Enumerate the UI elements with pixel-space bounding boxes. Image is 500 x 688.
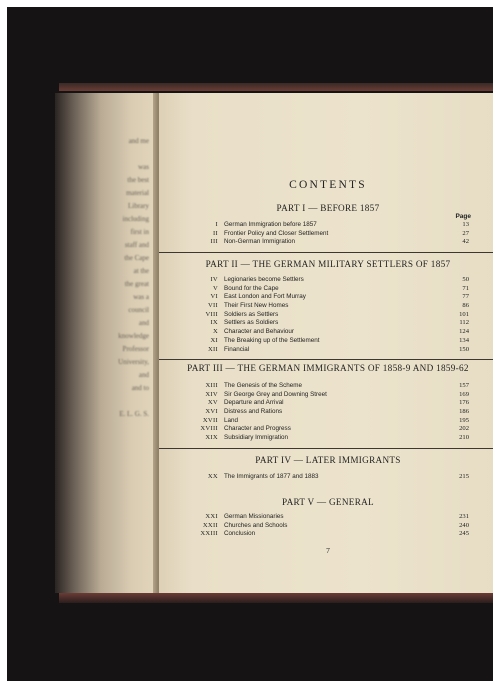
chapter-page: 101 bbox=[459, 310, 469, 318]
chapter-row bbox=[159, 337, 493, 346]
chapter-page: 210 bbox=[459, 434, 469, 442]
chapter-number: XIX bbox=[205, 434, 218, 442]
chapter-row bbox=[159, 230, 493, 239]
chapter-title: Financial bbox=[224, 345, 250, 353]
chapter-number: XI bbox=[210, 336, 218, 344]
chapter-title: Character and Behaviour bbox=[224, 328, 295, 336]
chapter-row bbox=[159, 346, 493, 355]
chapter-title: The Breaking up of the Settlement bbox=[224, 336, 320, 344]
chapter-page: 202 bbox=[459, 425, 469, 433]
chapter-row bbox=[159, 391, 493, 400]
chapter-title: The Genesis of the Scheme bbox=[224, 382, 303, 389]
part-2-chapters bbox=[159, 276, 493, 354]
chapter-row bbox=[159, 530, 493, 539]
chapter-row bbox=[159, 285, 493, 294]
book-cover-bottom-edge bbox=[59, 593, 493, 603]
chapter-number: XXII bbox=[202, 521, 218, 529]
chapter-title: Frontier Policy and Closer Settlement bbox=[224, 229, 329, 237]
chapter-number: XX bbox=[207, 473, 218, 480]
part-heading: PART II — THE GERMAN MILITARY SETTLERS OF 1857 bbox=[205, 259, 451, 269]
chapter-number: IV bbox=[210, 276, 218, 283]
chapter-page: 13 bbox=[462, 221, 469, 228]
chapter-title: Settlers as Soldiers bbox=[224, 319, 279, 327]
left-page-text: and me was the best material Library including first in staff and the Cape at the the great was a council and knowledge Professor University, and and to E. L. G. S. bbox=[118, 137, 149, 418]
chapter-number: XXI bbox=[205, 513, 218, 520]
chapter-title: Soldiers as Settlers bbox=[224, 310, 279, 318]
chapter-row bbox=[159, 434, 493, 443]
chapter-row bbox=[159, 522, 493, 531]
part-heading: PART I — BEFORE 1857 bbox=[276, 203, 380, 213]
chapter-number: XVIII bbox=[200, 425, 218, 433]
chapter-row bbox=[159, 293, 493, 302]
chapter-row bbox=[159, 382, 493, 391]
chapter-number: X bbox=[212, 328, 218, 336]
chapter-row bbox=[159, 311, 493, 320]
chapter-page: 231 bbox=[459, 513, 469, 520]
chapter-number: IX bbox=[210, 319, 218, 327]
chapter-row bbox=[159, 399, 493, 408]
chapter-title: Land bbox=[224, 416, 239, 424]
chapter-page: 86 bbox=[462, 302, 469, 310]
part-5-chapters bbox=[159, 513, 493, 539]
chapter-title: Character and Progress bbox=[224, 425, 291, 433]
chapter-row bbox=[159, 513, 493, 522]
chapter-page: 77 bbox=[462, 293, 469, 301]
chapter-number: XXIII bbox=[200, 530, 218, 538]
chapter-number: II bbox=[213, 229, 218, 237]
chapter-number: XII bbox=[207, 345, 218, 353]
chapter-number: XIV bbox=[205, 390, 218, 398]
chapter-page: 245 bbox=[459, 530, 469, 538]
chapter-number: XIII bbox=[205, 382, 218, 389]
chapter-row bbox=[159, 473, 493, 482]
chapter-number: V bbox=[212, 284, 218, 292]
left-page-blurred bbox=[55, 93, 157, 593]
chapter-title: The Immigrants of 1877 and 1883 bbox=[224, 473, 319, 480]
section-divider bbox=[159, 359, 493, 360]
chapter-row bbox=[159, 328, 493, 337]
chapter-title: German Immigration before 1857 bbox=[224, 221, 317, 228]
chapter-page: 157 bbox=[459, 382, 469, 389]
chapter-page: 112 bbox=[459, 319, 469, 327]
chapter-title: Their First New Homes bbox=[224, 302, 289, 310]
page-title: CONTENTS bbox=[289, 179, 367, 191]
part-heading: PART III — THE GERMAN IMMIGRANTS OF 1858-9 AND 1859-62 bbox=[187, 363, 469, 373]
chapter-title: Subsidiary Immigration bbox=[224, 434, 289, 442]
chapter-page: 27 bbox=[462, 229, 469, 237]
part-1-chapters bbox=[159, 221, 493, 247]
chapter-page: 124 bbox=[459, 328, 469, 336]
chapter-page: 176 bbox=[459, 399, 469, 407]
chapter-row bbox=[159, 276, 493, 285]
chapter-row bbox=[159, 408, 493, 417]
chapter-number: XVI bbox=[205, 408, 218, 416]
chapter-page: 240 bbox=[459, 521, 469, 529]
chapter-row bbox=[159, 417, 493, 426]
part-heading: PART IV — LATER IMMIGRANTS bbox=[255, 455, 401, 465]
chapter-row bbox=[159, 302, 493, 311]
chapter-row bbox=[159, 319, 493, 328]
section-divider bbox=[159, 448, 493, 449]
chapter-title: Non-German Immigration bbox=[224, 238, 296, 246]
chapter-page: 71 bbox=[462, 284, 469, 292]
page-number: 7 bbox=[326, 546, 330, 555]
part-3-chapters bbox=[159, 382, 493, 443]
chapter-number: I bbox=[215, 221, 218, 228]
chapter-title: Churches and Schools bbox=[224, 521, 288, 529]
part-heading: PART V — GENERAL bbox=[282, 497, 374, 507]
chapter-page: 215 bbox=[459, 473, 469, 480]
photo-background bbox=[7, 7, 493, 681]
chapter-title: Sir George Grey and Downing Street bbox=[224, 390, 327, 398]
chapter-page: 150 bbox=[459, 345, 469, 353]
chapter-row bbox=[159, 221, 493, 230]
chapter-number: XVII bbox=[202, 416, 218, 424]
chapter-number: VIII bbox=[205, 310, 218, 318]
chapter-title: Bound for the Cape bbox=[224, 284, 279, 292]
chapter-page: 186 bbox=[459, 408, 469, 416]
chapter-number: XV bbox=[207, 399, 218, 407]
page-column-header: Page bbox=[455, 213, 471, 220]
section-divider bbox=[159, 252, 493, 253]
chapter-page: 169 bbox=[459, 390, 469, 398]
chapter-title: German Missionaries bbox=[224, 513, 284, 520]
chapter-title: Conclusion bbox=[224, 530, 256, 538]
chapter-title: Departure and Arrival bbox=[224, 399, 284, 407]
chapter-page: 42 bbox=[462, 238, 469, 246]
chapter-page: 50 bbox=[462, 276, 469, 283]
chapter-number: VI bbox=[210, 293, 218, 301]
contents-page bbox=[159, 93, 493, 595]
chapter-page: 195 bbox=[459, 416, 469, 424]
part-4-chapters bbox=[159, 473, 493, 482]
chapter-number: VII bbox=[207, 302, 218, 310]
chapter-title: Distress and Rations bbox=[224, 408, 283, 416]
chapter-title: East London and Fort Murray bbox=[224, 293, 306, 301]
book-cover-top-edge bbox=[59, 83, 493, 91]
chapter-number: III bbox=[210, 238, 218, 246]
chapter-title: Legionaries become Settlers bbox=[224, 276, 304, 283]
chapter-row bbox=[159, 425, 493, 434]
chapter-row bbox=[159, 238, 493, 247]
chapter-page: 134 bbox=[459, 336, 469, 344]
